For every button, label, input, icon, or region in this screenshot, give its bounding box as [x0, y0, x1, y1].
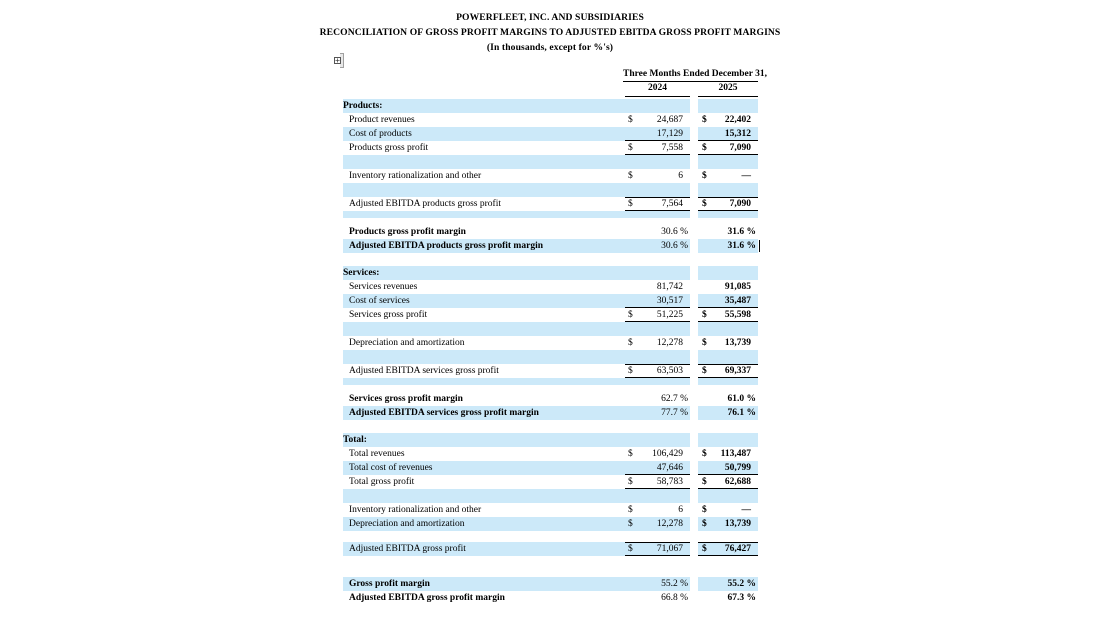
value-2025[interactable]: [698, 433, 758, 447]
value-text: 47,646: [656, 462, 683, 473]
row-label-text: Adjusted EBITDA services gross profit: [349, 366, 499, 376]
section-spacer: [343, 531, 758, 542]
row-label-text: Products gross profit margin: [349, 227, 466, 237]
currency-symbol: $: [628, 338, 633, 348]
currency-symbol: $: [702, 476, 707, 487]
year-header-2024[interactable]: 2024: [625, 83, 690, 97]
column-gap: [690, 197, 698, 211]
document-subtitle[interactable]: RECONCILIATION OF GROSS PROFIT MARGINS TO ADJUSTED EBITDA GROSS PROFIT MARGINS: [319, 27, 781, 38]
value-2025[interactable]: [698, 591, 758, 605]
table-row: [343, 266, 758, 280]
table-row: [343, 461, 758, 475]
column-gap: [690, 183, 698, 197]
currency-symbol: $: [702, 505, 707, 515]
row-label-text: Gross profit margin: [349, 579, 430, 589]
value-2025[interactable]: [698, 155, 758, 169]
value-2024[interactable]: [625, 141, 690, 155]
value-2025[interactable]: [698, 503, 758, 517]
row-label-text: Adjusted EBITDA gross profit margin: [349, 593, 505, 603]
column-gap: [690, 517, 698, 531]
value-text: 51,225: [656, 309, 683, 320]
row-label-text: Total cost of revenues: [349, 463, 433, 473]
row-label[interactable]: [343, 577, 625, 591]
row-label[interactable]: [343, 266, 625, 280]
column-gap: [690, 280, 698, 294]
table-row: [343, 322, 758, 336]
row-label[interactable]: [343, 308, 625, 322]
row-label[interactable]: [343, 197, 625, 211]
table-row: [343, 280, 758, 294]
reconciliation-table: [343, 69, 767, 605]
section-spacer: [343, 218, 758, 225]
header-left-space: [343, 69, 623, 82]
value-2025[interactable]: [698, 239, 758, 253]
value-text: 66.8 %: [661, 593, 688, 603]
outline-anchor-icon[interactable]: [334, 53, 344, 68]
value-2024[interactable]: [625, 239, 690, 253]
column-gap: [690, 113, 698, 127]
currency-symbol: $: [628, 366, 633, 376]
row-label-text: Cost of services: [349, 296, 410, 306]
currency-symbol: $: [702, 366, 707, 376]
column-gap: [690, 266, 698, 280]
value-text: —: [741, 505, 751, 515]
row-label[interactable]: [343, 336, 625, 350]
value-2025[interactable]: [698, 113, 758, 127]
table-row: [343, 197, 758, 211]
row-label[interactable]: [343, 99, 625, 113]
table-row: [343, 489, 758, 503]
currency-symbol: $: [628, 544, 633, 554]
value-2024[interactable]: [625, 197, 690, 211]
value-2024[interactable]: [625, 461, 690, 475]
value-2024[interactable]: [625, 475, 690, 489]
value-text: 12,278: [656, 338, 683, 348]
row-label[interactable]: [343, 406, 625, 420]
value-text: 13,739: [724, 519, 751, 529]
section-spacer: [343, 420, 758, 433]
value-2024[interactable]: [625, 113, 690, 127]
value-2024[interactable]: [625, 591, 690, 605]
value-2024[interactable]: [625, 433, 690, 447]
table-row: [343, 336, 758, 350]
value-2025[interactable]: [698, 461, 758, 475]
period-header-row: [343, 69, 767, 82]
row-label[interactable]: [343, 211, 625, 218]
column-gap: [690, 336, 698, 350]
value-text: 13,739: [724, 338, 751, 348]
column-gap: [690, 577, 698, 591]
row-label[interactable]: [343, 350, 625, 364]
value-2025[interactable]: [698, 577, 758, 591]
value-2025[interactable]: [698, 392, 758, 406]
column-gap: [690, 83, 698, 97]
value-text: 12,278: [656, 519, 683, 529]
value-text: 58,783: [656, 476, 683, 487]
column-gap: [690, 350, 698, 364]
row-label-text: Adjusted EBITDA products gross profit: [349, 199, 501, 209]
value-text: 113,487: [720, 449, 751, 459]
column-gap: [690, 475, 698, 489]
currency-symbol: $: [628, 199, 633, 209]
currency-symbol: $: [702, 142, 707, 153]
value-text: 15,312: [724, 128, 751, 139]
table-row: [343, 225, 758, 239]
column-gap: [690, 364, 698, 378]
value-2025[interactable]: [698, 517, 758, 531]
value-text: 6: [678, 505, 683, 515]
column-gap: [690, 392, 698, 406]
row-label-text: Adjusted EBITDA services gross profit margin: [349, 408, 539, 418]
row-label[interactable]: [343, 542, 625, 556]
row-label[interactable]: [343, 322, 625, 336]
row-label-text: Depreciation and amortization: [349, 519, 465, 529]
value-2024[interactable]: [625, 280, 690, 294]
column-gap: [690, 378, 698, 385]
document-title[interactable]: POWERFLEET, INC. AND SUBSIDIARIES: [456, 12, 644, 23]
value-2024[interactable]: [625, 211, 690, 218]
row-label-text: Products gross profit: [349, 143, 429, 153]
section-spacer: [343, 385, 758, 392]
value-2025[interactable]: [698, 542, 758, 556]
value-2024[interactable]: [625, 169, 690, 183]
row-label[interactable]: [343, 294, 625, 308]
row-label[interactable]: [343, 280, 625, 294]
currency-symbol: $: [628, 449, 633, 459]
value-2024[interactable]: [625, 336, 690, 350]
row-label[interactable]: [343, 447, 625, 461]
value-text: 76,427: [724, 544, 751, 554]
value-2024[interactable]: [625, 225, 690, 239]
table-row: [343, 308, 758, 322]
value-2025[interactable]: [698, 336, 758, 350]
row-label[interactable]: [343, 155, 625, 169]
row-label[interactable]: [343, 225, 625, 239]
value-2025[interactable]: [698, 378, 758, 385]
row-label[interactable]: [343, 392, 625, 406]
value-text: 7,090: [729, 142, 751, 153]
table-row: [343, 183, 758, 197]
column-gap: [690, 308, 698, 322]
value-2024[interactable]: [625, 308, 690, 322]
value-text: 30.6 %: [661, 241, 688, 251]
value-text: 22,402: [724, 115, 751, 125]
row-label[interactable]: [343, 475, 625, 489]
value-2025[interactable]: [698, 308, 758, 322]
currency-symbol: $: [628, 519, 633, 529]
column-gap: [690, 447, 698, 461]
row-label[interactable]: [343, 461, 625, 475]
value-2024[interactable]: [625, 127, 690, 141]
row-label-text: Services gross profit margin: [349, 394, 463, 404]
value-2024[interactable]: [625, 99, 690, 113]
column-gap: [690, 239, 698, 253]
row-label-text: Services revenues: [349, 282, 418, 292]
value-text: 71,067: [656, 544, 683, 554]
row-label[interactable]: [343, 433, 625, 447]
value-2024[interactable]: [625, 503, 690, 517]
currency-symbol: $: [702, 449, 707, 459]
row-label[interactable]: [343, 239, 625, 253]
table-row: [343, 577, 758, 591]
currency-symbol: $: [628, 142, 633, 153]
value-text: 7,564: [661, 199, 683, 209]
table-row: [343, 591, 758, 605]
table-row: [343, 211, 758, 218]
value-2024[interactable]: [625, 577, 690, 591]
value-text: 24,687: [656, 115, 683, 125]
column-gap: [690, 211, 698, 218]
value-text: 31.6 %: [727, 241, 756, 251]
value-text: 55.2 %: [661, 579, 688, 589]
value-2025[interactable]: [698, 225, 758, 239]
table-row: [343, 364, 758, 378]
column-gap: [690, 155, 698, 169]
table-row: [343, 433, 758, 447]
table-row: [343, 378, 758, 385]
row-label-text: Total revenues: [349, 449, 405, 459]
value-text: 81,742: [656, 282, 683, 292]
value-2024[interactable]: [625, 266, 690, 280]
currency-symbol: $: [628, 115, 633, 125]
table-row: [343, 406, 758, 420]
value-2024[interactable]: [625, 542, 690, 556]
row-label-text: Adjusted EBITDA gross profit: [349, 544, 466, 554]
value-2025[interactable]: [698, 197, 758, 211]
table-row: [343, 155, 758, 169]
value-2025[interactable]: [698, 141, 758, 155]
row-label[interactable]: [343, 183, 625, 197]
table-row: [343, 127, 758, 141]
year-header-2025[interactable]: 2025: [698, 83, 758, 97]
row-label-text: Product revenues: [349, 115, 415, 125]
currency-symbol: $: [702, 309, 707, 320]
section-spacer: [343, 556, 758, 577]
value-text: 62,688: [724, 476, 751, 487]
value-2025[interactable]: [698, 364, 758, 378]
row-label[interactable]: [343, 489, 625, 503]
value-text: 35,487: [724, 295, 751, 306]
table-row: [343, 113, 758, 127]
row-label[interactable]: [343, 517, 625, 531]
value-text: 55.2 %: [727, 579, 756, 589]
value-text: 7,090: [729, 199, 751, 209]
value-text: 69,337: [724, 366, 751, 376]
currency-symbol: $: [702, 171, 707, 181]
plus-icon: +: [335, 56, 340, 65]
currency-symbol: $: [702, 199, 707, 209]
column-gap: [690, 542, 698, 556]
value-2024[interactable]: [625, 378, 690, 385]
column-gap: [690, 591, 698, 605]
currency-symbol: $: [702, 338, 707, 348]
table-row: [343, 239, 758, 253]
currency-symbol: $: [628, 171, 633, 181]
currency-symbol: $: [628, 309, 633, 320]
value-text: 63,503: [656, 366, 683, 376]
row-label[interactable]: [343, 127, 625, 141]
value-2025[interactable]: [698, 280, 758, 294]
value-2024[interactable]: [625, 392, 690, 406]
row-label[interactable]: [343, 169, 625, 183]
value-2025[interactable]: [698, 406, 758, 420]
column-gap: [690, 141, 698, 155]
row-label-text: Total gross profit: [349, 477, 415, 487]
currency-symbol: $: [702, 544, 707, 554]
table-row: [343, 447, 758, 461]
value-2025[interactable]: [698, 489, 758, 503]
value-text: 30.6 %: [661, 227, 688, 237]
value-text: 76.1 %: [727, 408, 756, 418]
value-text: 30,517: [656, 295, 683, 306]
table-row: [343, 475, 758, 489]
table-row: [343, 392, 758, 406]
column-gap: [690, 322, 698, 336]
value-2024[interactable]: [625, 155, 690, 169]
column-gap: [690, 127, 698, 141]
currency-symbol: $: [702, 115, 707, 125]
currency-symbol: $: [628, 505, 633, 515]
column-gap: [690, 294, 698, 308]
value-2025[interactable]: [698, 294, 758, 308]
value-text: 7,558: [661, 142, 683, 153]
value-2024[interactable]: [625, 517, 690, 531]
column-gap: [690, 169, 698, 183]
units-note[interactable]: (In thousands, except for %'s): [486, 42, 614, 53]
table-row: [343, 141, 758, 155]
year-header-row: [343, 83, 758, 97]
table-row: [343, 542, 758, 556]
row-label-text: Services:: [343, 268, 380, 278]
value-2024[interactable]: [625, 183, 690, 197]
value-text: 6: [678, 171, 683, 181]
value-2024[interactable]: [625, 322, 690, 336]
row-label[interactable]: [343, 591, 625, 605]
value-2025[interactable]: [698, 447, 758, 461]
row-label-text: Inventory rationalization and other: [349, 171, 482, 181]
value-text: 67.3 %: [727, 593, 756, 603]
value-text: 17,129: [656, 128, 683, 139]
text-cursor: [759, 240, 760, 252]
value-text: —: [741, 171, 751, 181]
row-label[interactable]: [343, 113, 625, 127]
row-label-text: Total:: [343, 435, 367, 445]
currency-symbol: $: [628, 476, 633, 487]
value-2024[interactable]: [625, 447, 690, 461]
value-text: 31.6 %: [727, 227, 756, 237]
value-2024[interactable]: [625, 406, 690, 420]
column-gap: [690, 225, 698, 239]
table-rows: [343, 99, 758, 605]
value-2025[interactable]: [698, 475, 758, 489]
row-label-text: Products:: [343, 101, 383, 111]
table-row: [343, 294, 758, 308]
column-gap: [690, 99, 698, 113]
row-label[interactable]: [343, 141, 625, 155]
column-gap: [690, 461, 698, 475]
value-text: 61.0 %: [727, 394, 756, 404]
row-label-text: Services gross profit: [349, 310, 428, 320]
column-gap: [690, 406, 698, 420]
value-2024[interactable]: [625, 350, 690, 364]
value-2025[interactable]: [698, 127, 758, 141]
column-gap: [690, 489, 698, 503]
table-row: [343, 503, 758, 517]
table-row: [343, 99, 758, 113]
table-row: [343, 350, 758, 364]
value-2025[interactable]: [698, 350, 758, 364]
header-left-space: [343, 83, 625, 97]
table-row: [343, 169, 758, 183]
row-label-text: Cost of products: [349, 129, 412, 139]
value-text: 91,085: [724, 282, 751, 292]
row-label-text: Inventory rationalization and other: [349, 505, 482, 515]
currency-symbol: $: [702, 519, 707, 529]
value-2024[interactable]: [625, 489, 690, 503]
row-label[interactable]: [343, 378, 625, 385]
row-label-text: Adjusted EBITDA products gross profit margin: [349, 241, 543, 251]
value-2024[interactable]: [625, 364, 690, 378]
value-2025[interactable]: [698, 211, 758, 218]
column-gap: [690, 433, 698, 447]
row-label-text: Depreciation and amortization: [349, 338, 465, 348]
value-2025[interactable]: [698, 169, 758, 183]
value-2024[interactable]: [625, 294, 690, 308]
value-text: 50,799: [724, 462, 751, 473]
table-row: [343, 517, 758, 531]
value-2025[interactable]: [698, 99, 758, 113]
value-text: 62.7 %: [661, 394, 688, 404]
value-text: 106,429: [652, 449, 683, 459]
column-gap: [690, 503, 698, 517]
value-text: 77.7 %: [661, 408, 688, 418]
row-label[interactable]: [343, 503, 625, 517]
value-2025[interactable]: [698, 322, 758, 336]
value-2025[interactable]: [698, 183, 758, 197]
period-header[interactable]: Three Months Ended December 31,: [623, 69, 758, 82]
value-text: 55,598: [724, 309, 751, 320]
value-2025[interactable]: [698, 266, 758, 280]
section-spacer: [343, 253, 758, 266]
row-label[interactable]: [343, 364, 625, 378]
